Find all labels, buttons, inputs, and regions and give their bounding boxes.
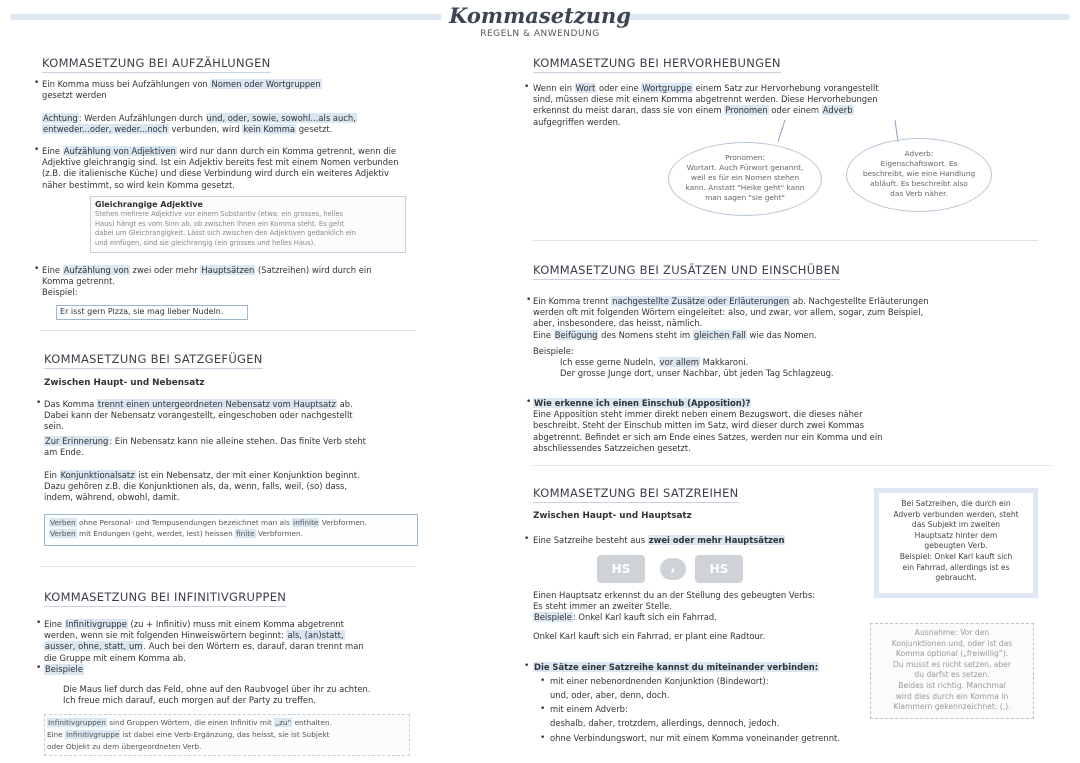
verb-box-text: Verben ohne Personal- und Tempusendungen bezeichnet man als infinite Verbformen. Verben mit Endungen (geht, werdet, lest) heissen finite Verbformen. [50, 518, 367, 539]
divider [40, 330, 416, 331]
bullet: • [34, 264, 40, 274]
sg-para-2: Zur Erinnerung: Ein Nebensatz kann nie alleine stehen. Das finite Verb steht am Ende. [44, 436, 366, 458]
heading-satzgefuege: KOMMASETZUNG BEI SATZGEFÜGEN [44, 352, 263, 369]
side-note-line: Du musst es nicht setzen, aber [892, 659, 1012, 669]
box-text: Stehen mehrere Adjektive vor einem Substantiv (etwa: ein grosses, helles Haus) hängt es vom Sinn ab, ob zwischen ihnen ein Komma steht. Es geht dabei um Gleichrangigkeit. Lässt sich zwischen den Adjektiven gedanklich ein und einfügen, sind sie gleichrangig (ein grosses und helles Haus). [95, 210, 357, 247]
auf-para-3: Eine Aufzählung von Adjektiven wird nur dann durch ein Komma getrennt, wenn die Adjektive gleichrangig sind. Ist ein Adjektiv bereits fest mit einem Nomen verbunden (z.B. die italienische Küche) und diese Verbindung wird durch ein weiteres Adjektiv näher bestimmt, so wird kein Komma gesetzt. [42, 146, 399, 190]
zu-para-1: Ein Komma trennt nachgestellte Zusätze oder Erläuterungen ab. Nachgestellte Erläuterungen werden oft mit folgenden Wörtern eingeleitet: also, und zwar, vor allem, sogar, zum Beispiel, aber, insbesondere, das heisst, nämlich. Eine Beifügung des Nomens steht im gleichen Fall wie das Nomen. [533, 296, 929, 340]
bullet: • [36, 618, 42, 628]
side-note-line: gebraucht. [935, 573, 977, 583]
sr-list-1: mit einer nebenordnenden Konjunktion (Bindewort): und, oder, aber, denn, doch. [550, 676, 769, 701]
heading-aufzaehlungen: KOMMASETZUNG BEI AUFZÄHLUNGEN [42, 56, 271, 73]
side-note-line: Beides ist richtig. Manchmal [898, 680, 1006, 690]
bullet: • [540, 676, 546, 686]
inf-para-1: Eine Infinitivgruppe (zu + Infinitiv) muss mit einem Komma abgetrennt werden, wenn sie mit folgenden Hinweiswörtern beginnt: als, (an)statt, ausser, ohne, statt, um. Auch bei den Wörtern es, darauf, daran trennt man die Gruppe mit einem Komma ab. Beispiele [44, 619, 364, 674]
inf-examples: Die Maus lief durch das Feld, ohne auf den Raubvogel über ihr zu achten. Ich freue mich darauf, euch morgen auf der Party zu treffen. [63, 684, 371, 706]
sr-para-2e: Onkel Karl kauft sich ein Fahrrad, er plant eine Radtour. [533, 631, 766, 641]
side-note-line: Bei Satzreihen, die durch ein [901, 499, 1011, 508]
page-title: Kommasetzung [449, 3, 631, 28]
puzzle-comma: , [660, 558, 686, 580]
puzzle-hs-1: HS [597, 555, 645, 583]
side-note-line: gebeugten Verb. [924, 541, 988, 551]
box-title: Gleichrangige Adjektive [95, 200, 203, 209]
zu-examples: Ich esse gerne Nudeln, vor allem Makkaroni. Der grosse Junge dort, unser Nachbar, übt jeden Tag Schlagzeug. [560, 357, 834, 379]
side-note-line: wird dies durch ein Komma in [895, 691, 1009, 701]
side-note-line: Komma optional („freiwillig“). [895, 649, 1009, 659]
side-note-line: Klammern gekennzeichnet: (,). [893, 702, 1011, 712]
pronomen-line: weil es für ein Nomen stehen [690, 173, 800, 182]
ellipse-adverb [846, 138, 992, 212]
pronomen-title: Pronomen: [725, 153, 765, 162]
sr-para-2: Einen Hauptsatz erkennst du an der Stellung des gebeugten Verbs: Es steht immer an zweiter Stelle. Beispiele: Onkel Karl kauft sich ein Fahrrad. [533, 590, 816, 623]
side-note-line: Konjunktionen und, oder ist das [891, 638, 1013, 648]
divider [40, 566, 416, 567]
side-note-line: das Subjekt im zweiten [911, 520, 1001, 530]
page-subtitle: REGELN & ANWENDUNG [480, 29, 600, 39]
adverb-title: Adverb: [904, 149, 934, 158]
inf-note-text: Infinitivgruppen sind Gruppen Wörtern, die einen Infinitiv mit „zu“ enthalten. Eine Infinitivgruppe ist dabei eine Verb-Ergänzung, das heisst, sie ist Subjekt oder Objekt zu dem übergeordneten Verb. [47, 718, 332, 751]
sg-para-1: Das Komma trennt einen untergeordneten Nebensatz vom Hauptsatz ab. Dabei kann der Nebensatz vorangestellt, eingeschoben oder nachgestellt sein. [44, 399, 353, 432]
bullet: • [526, 397, 532, 407]
heading-infinitivgruppen: KOMMASETZUNG BEI INFINITIVGRUPPEN [44, 590, 286, 607]
bullet: • [540, 733, 546, 743]
heading-satzreihen: KOMMASETZUNG BEI SATZREIHEN [533, 486, 739, 503]
puzzle-hs-2: HS [695, 555, 743, 583]
sr-para-1: Eine Satzreihe besteht aus zwei oder mehr Hauptsätzen [533, 535, 785, 545]
sr-subheading: Zwischen Haupt- und Hauptsatz [533, 511, 692, 521]
sr-list-3: ohne Verbindungswort, nur mit einem Komma voneinander getrennt. [550, 733, 840, 743]
sr-para-3: Die Sätze einer Satzreihe kannst du miteinander verbinden: [534, 662, 819, 672]
adverb-line: abläuft. Es beschreibt also [870, 179, 968, 188]
pronomen-line: kann. Anstatt "Heike geht" kann [685, 183, 805, 192]
side-note-line: Beispiel: Onkel Karl kauft sich [899, 551, 1013, 561]
bullet: • [36, 663, 42, 673]
side-note-line: du darfst es setzen. [914, 670, 990, 680]
side-note-line: Hauptsatz hinter dem [914, 530, 998, 540]
example-text: Er isst gern Pizza, sie mag lieber Nudeln. [60, 307, 224, 316]
auf-para-4: Eine Aufzählung von zwei oder mehr Hauptsätzen (Satzreihen) wird durch ein Komma getrennt. Beispiel: [42, 265, 372, 298]
bullet: • [36, 398, 42, 408]
sg-subheading: Zwischen Haupt- und Nebensatz [44, 378, 205, 388]
zu-apposition: Wie erkenne ich einen Einschub (Apposition)? Eine Apposition steht immer direkt neben einem Bezugswort, die dieses näher beschreibt. Steht der Einschub mitten im Satz, wird dieser durch zwei Kommas abgetrennt. Befindet er sich am Ende eines Satzes, werden nur ein Komma und ein abschliessendes Satzzeichen gesetzt. [533, 398, 883, 453]
adverb-line: das Verb näher. [890, 189, 948, 198]
header-bar-left [10, 14, 442, 20]
heading-zusaetze: KOMMASETZUNG BEI ZUSÄTZEN UND EINSCHÜBEN [533, 263, 840, 280]
side-note-ausnahme [870, 623, 1034, 719]
hv-para-1: Wenn ein Wort oder eine Wortgruppe einem Satz zur Hervorhebung vorangestellt sind, müssen diese mit einem Komma abgetrennt werden. Diese Hervorhebungen erkennst du meist daran, dass sie von einem Pronomen oder einem Adverb aufgegriffen werden. [533, 83, 879, 127]
divider [533, 240, 1038, 241]
side-note-line: ein Fahrrad, allerdings ist es [902, 562, 1010, 572]
zu-beispiele-label: Beispiele: [533, 346, 574, 356]
bullet: • [524, 661, 530, 671]
header-bar-right [622, 14, 1070, 20]
bullet: • [526, 295, 532, 305]
pronomen-line: Wortart. Auch Fürwort genannt, [686, 163, 804, 172]
pronomen-line: man sagen "sie geht" [705, 193, 785, 202]
auf-para-2: Achtung: Werden Aufzählungen durch und, oder, sowie, sowohl...als auch, entweder...oder, weder...noch verbunden, wird kein Komma gesetzt. [43, 113, 356, 135]
side-note-line: Adverb verbunden werden, steht [893, 509, 1019, 519]
side-note-line: Ausnahme: Vor den [914, 628, 990, 637]
adverb-line: Eigenschaftswort. Es [880, 159, 958, 168]
ellipse-pronomen [668, 142, 822, 216]
bullet: • [34, 145, 40, 155]
sr-list-2: mit einem Adverb: deshalb, daher, trotzdem, allerdings, dennoch, jedoch. [550, 704, 780, 729]
heading-hervorhebungen: KOMMASETZUNG BEI HERVORHEBUNGEN [533, 56, 781, 73]
connector-pronomen [778, 120, 785, 142]
bullet: • [524, 82, 530, 92]
sg-para-3: Ein Konjunktionalsatz ist ein Nebensatz, der mit einer Konjunktion beginnt. Dazu gehören z.B. die Konjunktionen als, da, wenn, falls, weil, (so) dass, indem, während, obwohl, damit. [44, 470, 360, 503]
bullet: • [34, 78, 40, 88]
auf-para-1: Ein Komma muss bei Aufzählungen von Nomen oder Wortgruppen gesetzt werden [42, 79, 321, 101]
adverb-line: beschreibt, wie eine Handlung [862, 169, 976, 178]
side-note-adverb [874, 488, 1038, 598]
bullet: • [524, 534, 530, 544]
divider [533, 465, 1051, 466]
bullet: • [540, 704, 546, 714]
